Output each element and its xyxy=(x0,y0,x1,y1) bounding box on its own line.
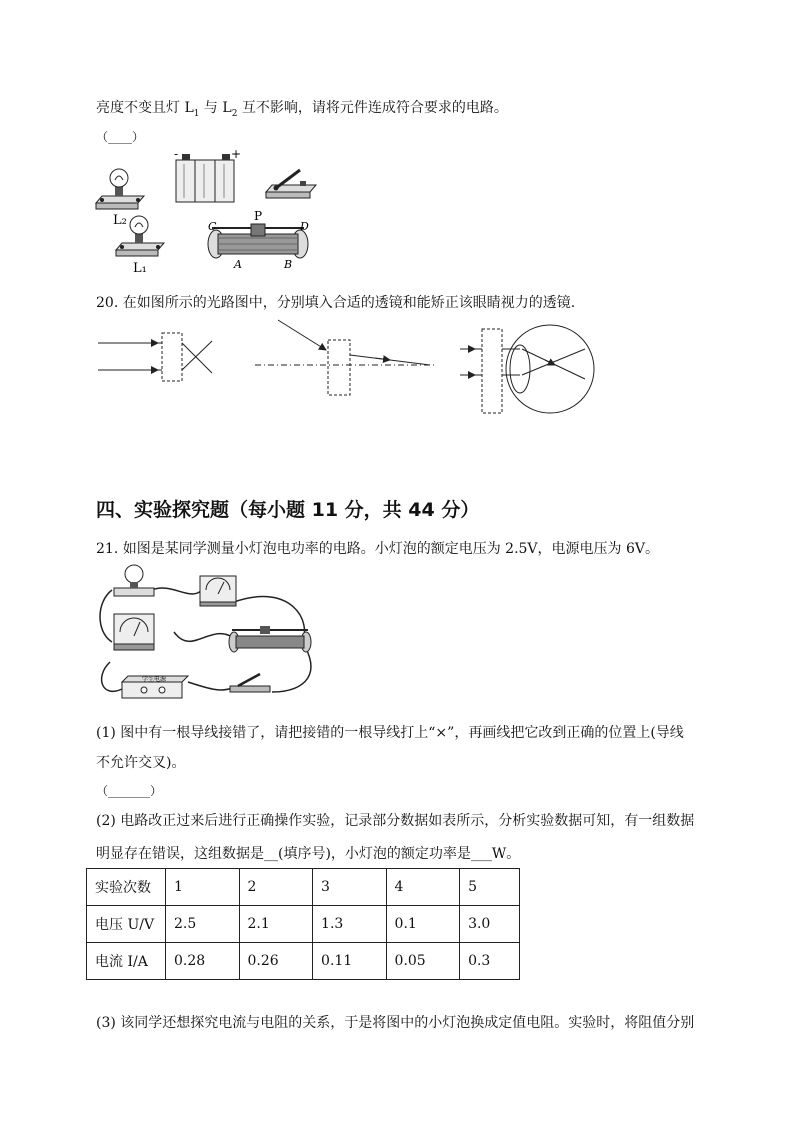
voltmeter-icon xyxy=(200,576,236,606)
q19-text: 亮度不变且灯 $L_1$ 与 $L_2$ 互不影响，请将元件连成符合要求的电路。 xyxy=(96,100,508,119)
table-cell: 4 xyxy=(386,869,460,906)
table-cell: 0.26 xyxy=(239,943,313,980)
table-cell: 1.3 xyxy=(313,906,387,943)
q21-part1-line1: (1) 图中有一根导线接错了，请把接错的一根导线打上“×”，再画线把它改到正确的位置上(导线 xyxy=(96,725,684,741)
table-cell: 3 xyxy=(313,869,387,906)
rheostat-icon xyxy=(229,626,311,652)
table-cell: 2 xyxy=(239,869,313,906)
label-p: P xyxy=(254,209,263,223)
eye-lens-box-3 xyxy=(460,325,594,413)
switch-icon xyxy=(266,170,316,198)
label-a: A xyxy=(234,258,242,271)
q21-part2-line1: (2) 电路改正过来后进行正确操作实验，记录部分数据如表所示，分析实验数据可知，有一组数据 xyxy=(96,813,695,829)
q20-text: 20. 在如图所示的光路图中，分别填入合适的透镜和能矫正该眼睛视力的透镜. xyxy=(96,295,576,311)
table-cell: 0.3 xyxy=(460,943,520,980)
q19-answer-blank: （____） xyxy=(96,130,145,144)
q21-circuit-figure xyxy=(92,562,332,708)
label-d: D xyxy=(300,220,309,233)
table-cell: 电流 I/A xyxy=(87,943,166,980)
table-row xyxy=(87,906,520,943)
lens-box-1 xyxy=(98,333,212,381)
table-cell: 0.05 xyxy=(386,943,460,980)
table-cell: 实验次数 xyxy=(87,869,166,906)
battery-icon xyxy=(176,154,234,202)
bulb-icon xyxy=(114,565,154,596)
q20-light-path-figure xyxy=(90,315,610,425)
q21-part1-line2: 不允许交叉)。 xyxy=(96,755,186,771)
supply-label: 学生电源 xyxy=(142,676,167,683)
ammeter-icon xyxy=(114,614,154,650)
table-cell: 0.28 xyxy=(166,943,240,980)
battery-plus: + xyxy=(231,148,242,161)
table-header-row xyxy=(87,869,520,906)
rheostat-icon xyxy=(208,224,308,258)
table-cell: 2.5 xyxy=(166,906,240,943)
label-l1: L₁ xyxy=(133,261,147,276)
q21-answer-blank: （_______） xyxy=(96,784,163,798)
label-c: C xyxy=(208,220,217,233)
switch-icon xyxy=(230,674,270,692)
table-cell: 0.11 xyxy=(313,943,387,980)
q21-part3-line1: (3) 该同学还想探究电流与电阻的关系，于是将图中的小灯泡换成定值电阻。实验时，将阻值分别 xyxy=(96,1015,695,1031)
section-heading: 四、实验探究题（每小题 11 分，共 44 分） xyxy=(96,499,480,521)
power-supply-icon xyxy=(122,675,188,698)
table-row xyxy=(87,943,520,980)
bulb-l2-icon xyxy=(96,169,144,209)
q21-intro: 21. 如图是某同学测量小灯泡电功率的电路。小灯泡的额定电压为 2.5V，电源电压为 6V。 xyxy=(96,541,660,557)
label-l2: L₂ xyxy=(113,213,127,228)
table-cell: 电压 U/V xyxy=(87,906,166,943)
data-table xyxy=(86,868,520,980)
table-cell: 1 xyxy=(166,869,240,906)
lens-box-2 xyxy=(255,320,436,395)
table-cell: 0.1 xyxy=(386,906,460,943)
table-cell: 5 xyxy=(460,869,520,906)
table-cell: 3.0 xyxy=(460,906,520,943)
table-cell: 2.1 xyxy=(239,906,313,943)
q19-circuit-components-figure xyxy=(88,148,328,278)
label-b: B xyxy=(284,258,293,271)
battery-minus: - xyxy=(174,148,179,161)
q21-part2-line2: 明显存在错误，这组数据是__(填序号)，小灯泡的额定功率是___W。 xyxy=(96,846,521,862)
